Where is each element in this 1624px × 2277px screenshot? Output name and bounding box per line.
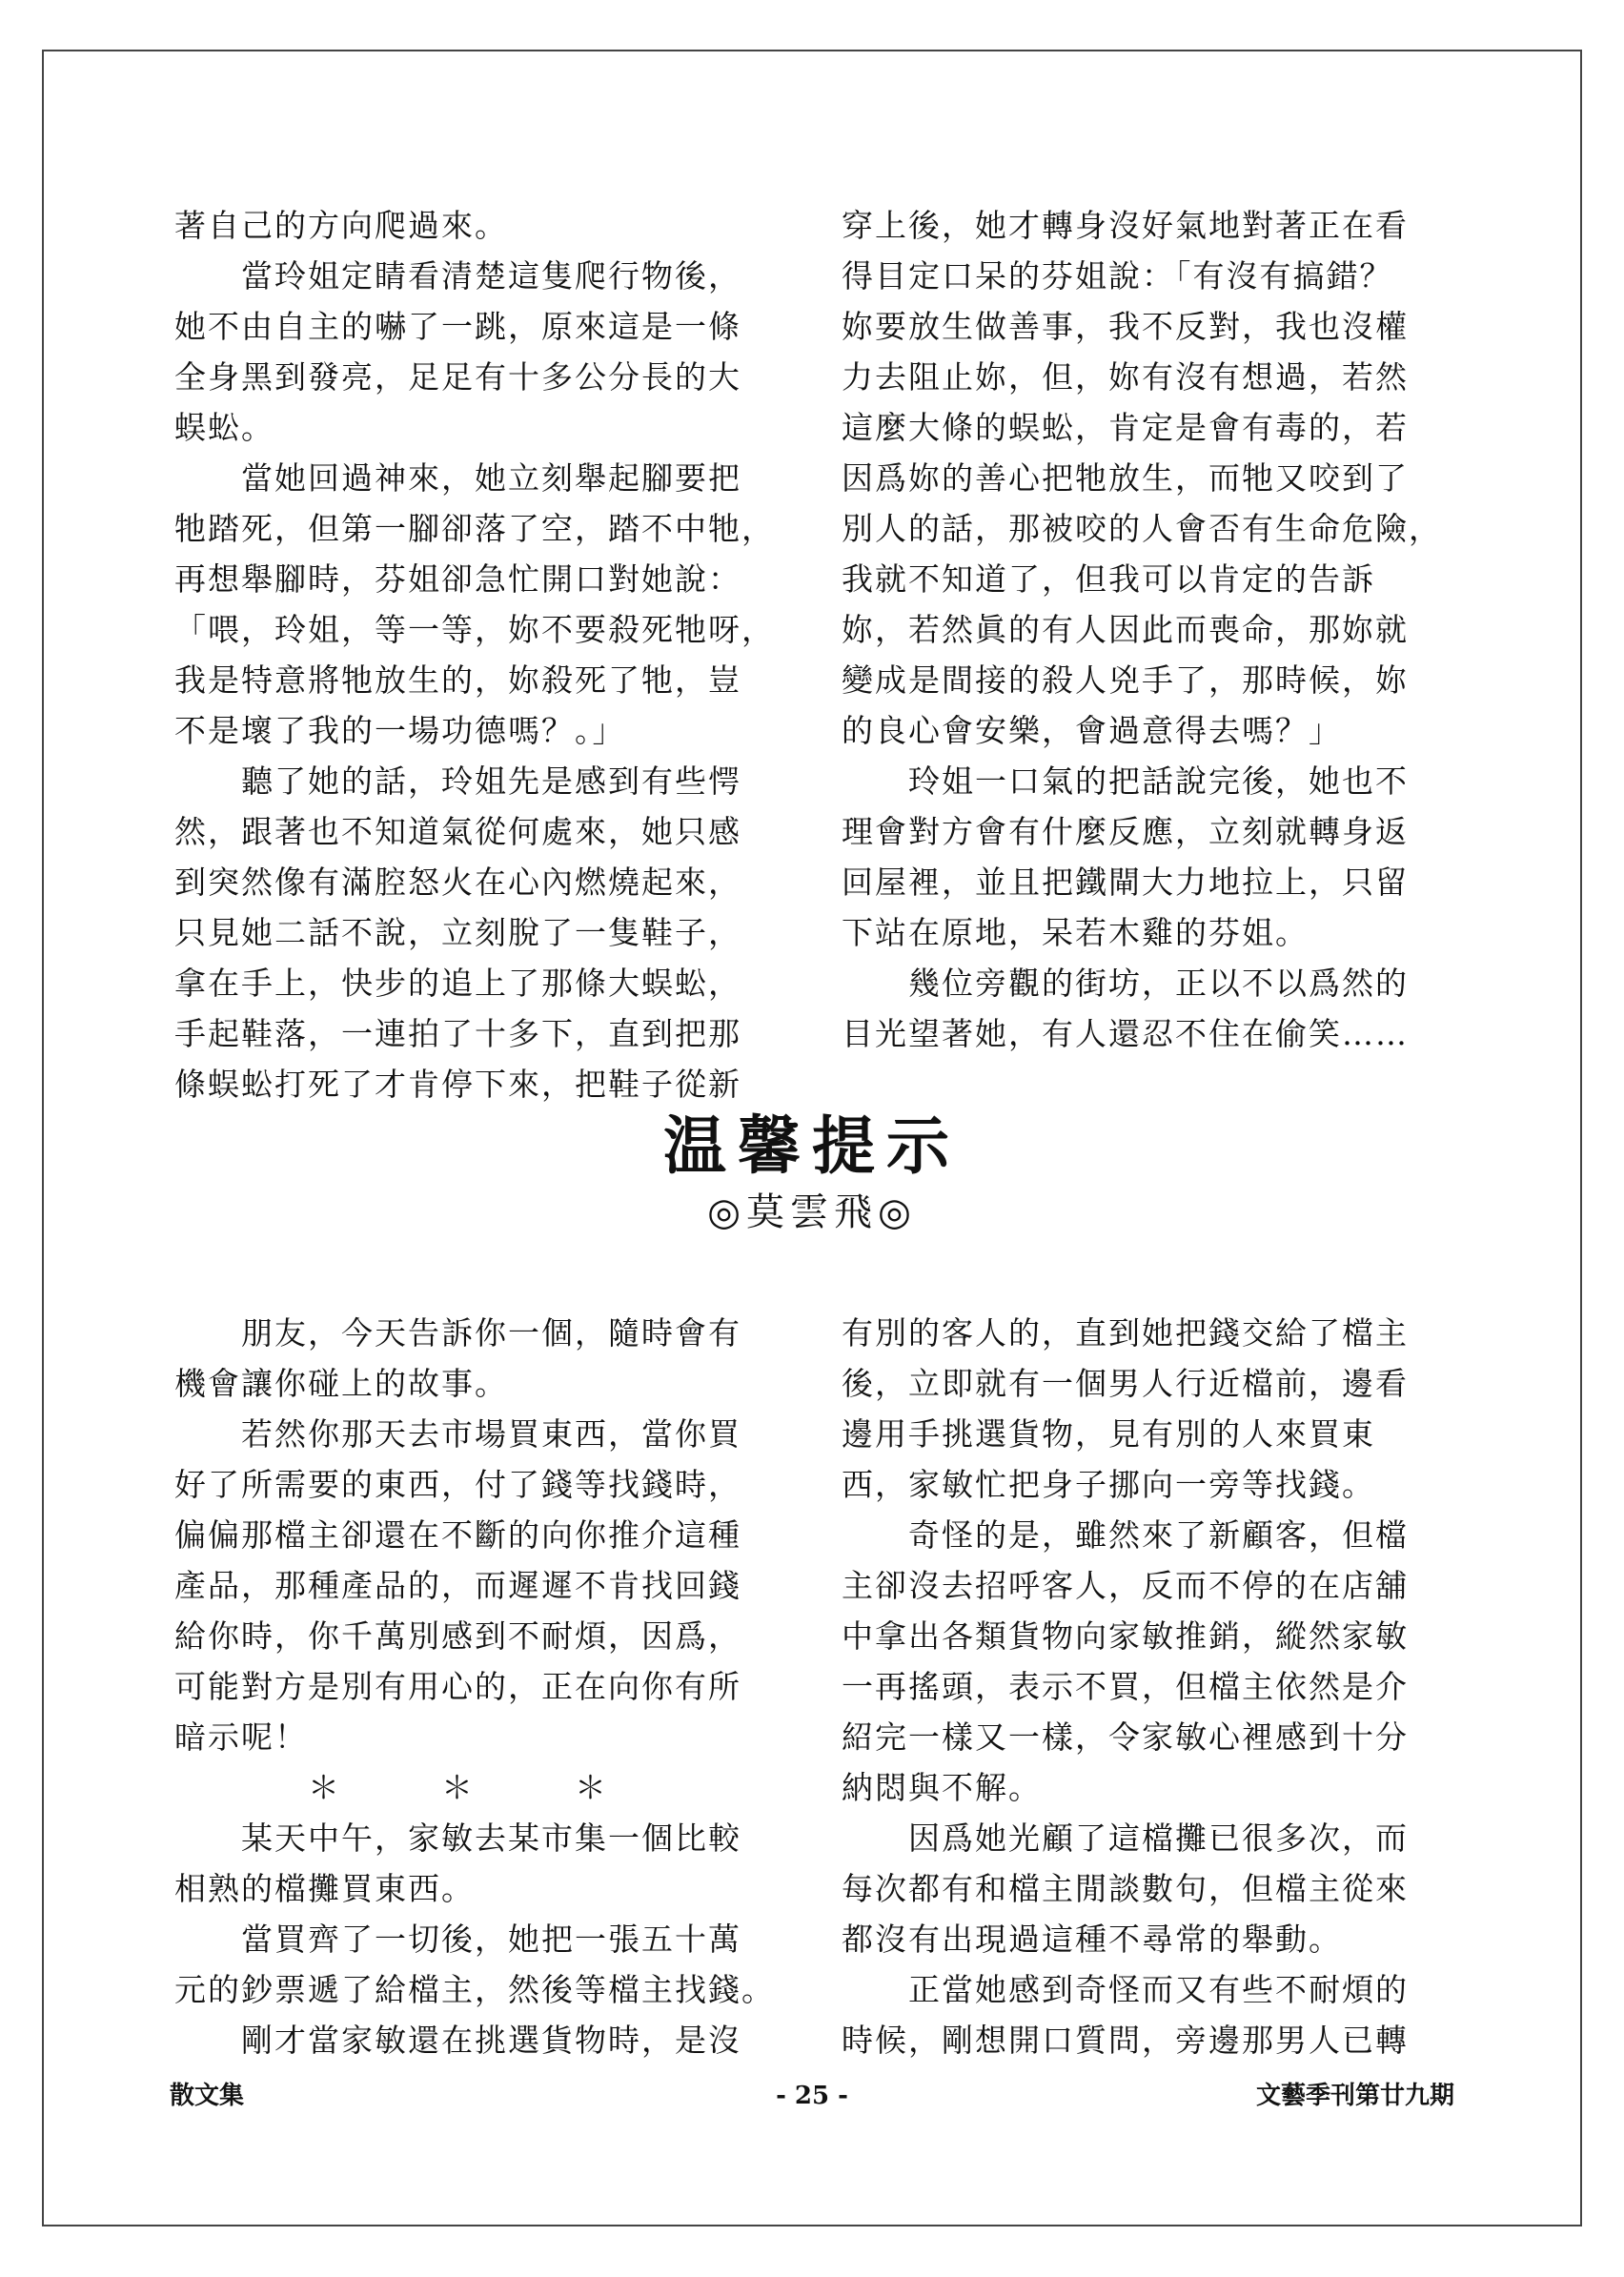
text-line: 穿上後，她才轉身沒好氣地對著正在看	[842, 207, 1409, 244]
text-line: 產品，那種產品的，而遲遲不肯找回錢	[174, 1567, 741, 1604]
text-line: 暗示呢！	[174, 1718, 308, 1756]
text-line: 妳要放生做善事，我不反對，我也沒權	[842, 308, 1409, 345]
text-line: 然，跟著也不知道氣從何處來，她只感	[174, 813, 741, 850]
text-line: 若然你那天去市場買東西，當你買	[174, 1415, 741, 1453]
text-line: 到突然像有滿腔怒火在心內燃燒起來，	[174, 864, 741, 901]
text-line: 她不由自主的嚇了一跳，原來這是一條	[174, 308, 741, 345]
text-line: 回屋裡，並且把鐵閘大力地拉上，只留	[842, 864, 1409, 901]
text-line: 剛才當家敏還在挑選貨物時，是沒	[174, 2022, 741, 2059]
text-line: 條蜈蚣打死了才肯停下來，把鞋子從新	[174, 1066, 741, 1103]
text-line: 給你時，你千萬別感到不耐煩，因爲，	[174, 1617, 741, 1655]
text-line: 再想舉腳時，芬姐卻急忙開口對她說：	[174, 560, 741, 598]
text-line: 下站在原地，呆若木雞的芬姐。	[842, 914, 1309, 951]
text-line: 力去阻止妳，但，妳有沒有想過，若然	[842, 358, 1409, 396]
text-line: 妳，若然眞的有人因此而喪命，那妳就	[842, 611, 1409, 648]
text-line: ＊ ＊ ＊	[174, 1769, 608, 1806]
footer-section-name: 散文集	[170, 2082, 245, 2110]
text-line: 奇怪的是，雖然來了新顧客，但檔	[842, 1516, 1409, 1554]
text-line: 一再搖頭，表示不買，但檔主依然是介	[842, 1668, 1409, 1705]
text-line: 著自己的方向爬過來。	[174, 207, 508, 244]
text-line: 手起鞋落，一連拍了十多下，直到把那	[174, 1015, 741, 1052]
text-line: 正當她感到奇怪而又有些不耐煩的	[842, 1971, 1409, 2008]
text-line: 當買齊了一切後，她把一張五十萬	[174, 1921, 741, 1958]
article-title: 温馨提示	[663, 1108, 961, 1183]
top-article-right-column	[842, 200, 1451, 1059]
text-line: 理會對方會有什麼反應，立刻就轉身返	[842, 813, 1409, 850]
text-line: 時候，剛想開口質問，旁邊那男人已轉	[842, 2022, 1409, 2059]
text-line: 每次都有和檔主閒談數句，但檔主從來	[842, 1870, 1409, 1907]
text-line: 都沒有出現過這種不尋常的舉動。	[842, 1921, 1342, 1958]
text-line: 別人的話，那被咬的人會否有生命危險，	[842, 510, 1442, 547]
text-line: 只見她二話不說，立刻脫了一隻鞋子，	[174, 914, 741, 951]
text-line: 因爲妳的善心把牠放生，而牠又咬到了	[842, 459, 1409, 497]
text-line: 拿在手上，快步的追上了那條大蜈蚣，	[174, 965, 741, 1002]
text-line: 當她回過神來，她立刻舉起腳要把	[174, 459, 741, 497]
text-line: 玲姐一口氣的把話說完後，她也不	[842, 762, 1409, 800]
text-line: 中拿出各類貨物向家敏推銷，縱然家敏	[842, 1617, 1409, 1655]
text-line: 偏偏那檔主卻還在不斷的向你推介這種	[174, 1516, 741, 1554]
footer-publication: 文藝季刊第廿九期	[1255, 2082, 1454, 2110]
text-line: 相熟的檔攤買東西。	[174, 1870, 475, 1907]
text-line: 主卻沒去招呼客人，反而不停的在店舖	[842, 1567, 1409, 1604]
text-line: 得目定口呆的芬姐說：「有沒有搞錯？	[842, 257, 1393, 295]
text-line: 某天中午，家敏去某市集一個比較	[174, 1820, 741, 1857]
text-line: 紹完一樣又一樣，令家敏心裡感到十分	[842, 1718, 1409, 1756]
text-line: 邊用手挑選貨物，見有別的人來買東	[842, 1415, 1375, 1453]
text-line: 這麼大條的蜈蚣，肯定是會有毒的，若	[842, 409, 1409, 446]
text-line: 「喂，玲姐，等一等，妳不要殺死牠呀，	[174, 611, 775, 648]
text-line: 當玲姐定睛看清楚這隻爬行物後，	[174, 257, 741, 295]
footer-page-number: - 25 -	[776, 2082, 848, 2110]
bottom-article-right-column	[842, 1308, 1451, 2065]
text-line: 全身黑到發亮，足足有十多公分長的大	[174, 358, 741, 396]
top-article-left-column	[174, 200, 784, 1109]
text-line: 我是特意將牠放生的，妳殺死了牠，豈	[174, 661, 741, 699]
text-line: 不是壞了我的一場功德嗎？。」	[174, 712, 626, 749]
text-line: 的良心會安樂，會過意得去嗎？」	[842, 712, 1342, 749]
bottom-article-left-column	[174, 1308, 784, 2065]
text-line: 西，家敏忙把身子挪向一旁等找錢。	[842, 1466, 1375, 1503]
text-line: 有別的客人的，直到她把錢交給了檔主	[842, 1314, 1409, 1352]
text-line: 納悶與不解。	[842, 1769, 1042, 1806]
text-line: 後，立即就有一個男人行近檔前，邊看	[842, 1365, 1409, 1402]
text-line: 朋友，今天告訴你一個，隨時會有	[174, 1314, 741, 1352]
text-line: 機會讓你碰上的故事。	[174, 1365, 508, 1402]
article-author: ◎莫雲飛◎	[707, 1190, 917, 1234]
text-line: 變成是間接的殺人兇手了，那時候，妳	[842, 661, 1409, 699]
text-line: 幾位旁觀的街坊，正以不以爲然的	[842, 965, 1409, 1002]
text-line: 因爲她光顧了這檔攤已很多次，而	[842, 1820, 1409, 1857]
text-line: 蜈蚣。	[174, 409, 274, 446]
text-line: 聽了她的話，玲姐先是感到有些愕	[174, 762, 741, 800]
text-line: 目光望著她，有人還忍不住在偷笑……	[842, 1015, 1409, 1052]
text-line: 牠踏死，但第一腳卻落了空，踏不中牠，	[174, 510, 775, 547]
text-line: 元的鈔票遞了給檔主，然後等檔主找錢。	[174, 1971, 775, 2008]
text-line: 可能對方是別有用心的，正在向你有所	[174, 1668, 741, 1705]
text-line: 好了所需要的東西，付了錢等找錢時，	[174, 1466, 741, 1503]
text-line: 我就不知道了，但我可以肯定的告訴	[842, 560, 1375, 598]
